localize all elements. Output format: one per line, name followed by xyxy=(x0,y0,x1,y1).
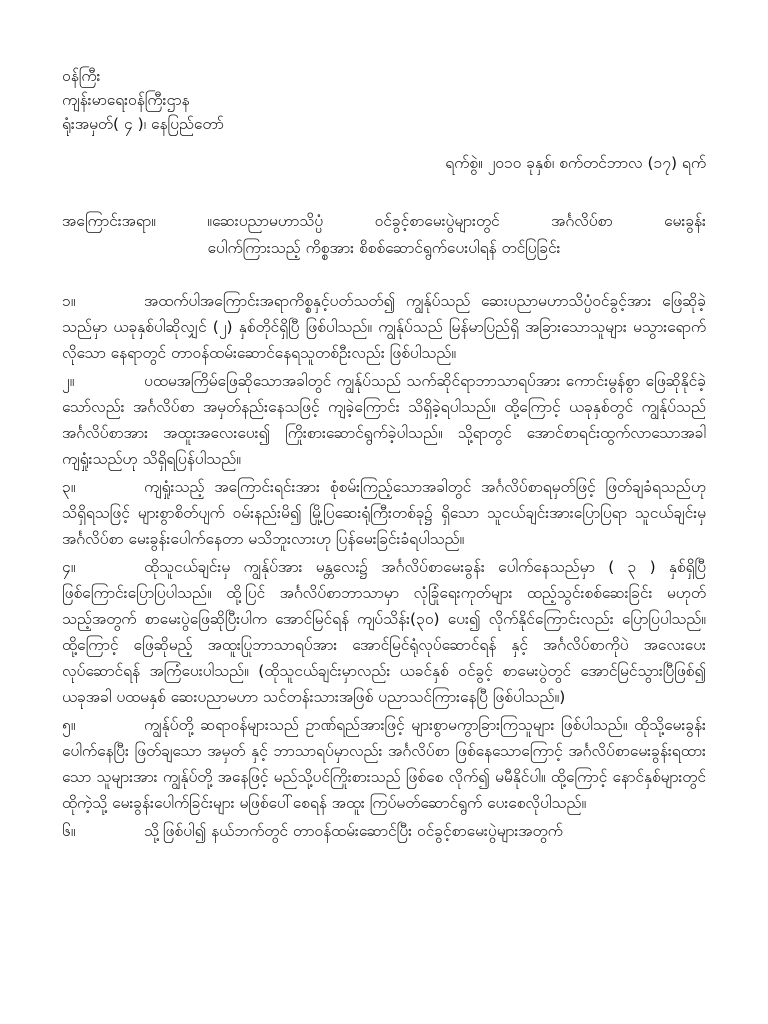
paragraph-text: အထက်ပါအကြောင်းအရာကိစ္စနှင့်ပတ်သတ်၍ ကျွန်ုပ်သည် ဆေးပညာမဟာသိပ္ပံဝင်ခွင့်အား ဖြေဆိုခဲ့သည်မှာ ယခုနှစ်ပါဆိုလျှင် (၂) နှစ်တိုင်ရှိပြီ ဖြစ်ပါသည်။ ကျွန်ုပ်သည် မြန်မာပြည်ရှိ အခြားသောသူများ မသွားရောက်လိုသော နေရာတွင် တာဝန်ထမ်းဆောင်နေရသူတစ်ဦးလည်း ဖြစ်ပါသည်။ xyxy=(62,292,706,362)
letter-date: ရက်စွဲ။ ၂၀၁၀ ခုနှစ်၊ စက်တင်ဘာလ (၁၇) ရက် xyxy=(445,154,706,172)
paragraph-text: ကျရှုံးသည့် အကြောင်းရင်းအား စုံစမ်းကြည့်သောအခါတွင် အင်္ဂလိပ်စာရမှတ်ဖြင့် ဖြတ်ချခံရသည်ဟု သိရှိရသဖြင့် များစွာစိတ်ပျက် ဝမ်းနည်းမိ၍ မြို့ပြဆေးရုံကြီးတစ်ခု၌ ရှိသော သူငယ်ချင်းအားပြောပြရာ သူငယ်ချင်းမှ အင်္ဂလိပ်စာ မေးခွန်းပေါက်နေတာ မသိဘူးလားဟု ပြန်မေးခြင်းခံရပါသည်။ xyxy=(62,478,706,548)
address-line-minister: ဝန်ကြီး xyxy=(62,67,101,85)
paragraph-text: သို့ဖြစ်ပါ၍ နယ်ဘက်တွင် တာဝန်ထမ်းဆောင်ပြီး ဝင်ခွင့်စာမေးပွဲများအတွက် xyxy=(144,822,563,840)
subject-line-2: ပေါက်ကြားသည့် ကိစ္စအား စိစစ်ဆောင်ရွက်ပေးပါရန် တင်ပြခြင်း xyxy=(207,239,561,257)
subject-line-1: အကြောင်းအရာ။ ။ဆေးပညာမဟာသိပ္ပံ ဝင်ခွင့်စာမေးပွဲများတွင် အင်္ဂလိပ်စာ မေးခွန်း xyxy=(62,212,706,230)
paragraph-number: ၄။ xyxy=(62,558,76,576)
paragraph-number: ၆။ xyxy=(62,822,76,840)
paragraph-text: ထိုသူငယ်ချင်းမှ ကျွန်ုပ်အား မန္တလေး၌ အင်္ဂလိပ်စာမေးခွန်း ပေါက်နေသည်မှာ ( ၃ ) နှစ်ရှိပြီ ဖြစ်ကြောင်းပြောပြပါသည်။ ထို့ပြင် အင်္ဂလိပ်စာဘာသာမှာ လုံခြုံရေးကုတ်များ ထည့်သွင်းစစ်ဆေးခြင်း မဟုတ်သည့်အတွက် စာမေးပွဲဖြေဆိုပြီးပါက အောင်မြင်ရန် ကျပ်သိန်း(၃၀) ပေး၍ လိုက်နိုင်ကြောင်းလည်း ပြောပြပါသည်။ ထို့ကြောင့် ဖြေဆိုမည့် အထူးပြုဘာသာရပ်အား အောင်မြင်ရုံလုပ်ဆောင်ရန် နှင့် အင်္ဂလိပ်စာကိုပဲ အလေးပေးလုပ်ဆောင်ရန် အကြံပေးပါသည်။ (ထိုသူငယ်ချင်းမှာလည်း ယခင်နှစ် ဝင်ခွင့် စာမေးပွဲတွင် အောင်မြင်သွားပြီဖြစ်၍ ယခုအခါ ပထမနှစ် ဆေးပညာမဟာ သင်တန်းသားအဖြစ် ပညာသင်ကြားနေပြီ ဖြစ်ပါသည်။) xyxy=(62,558,706,706)
address-line-ministry: ကျန်းမာရေးဝန်ကြီးဌာန xyxy=(62,91,190,109)
letter-body xyxy=(62,288,706,846)
recipient-address xyxy=(62,64,224,136)
paragraph-2 xyxy=(62,368,706,472)
paragraph-number: ၁။ xyxy=(62,292,76,310)
paragraph-4 xyxy=(62,554,706,710)
paragraph-1 xyxy=(62,288,706,366)
paragraph-number: ၂။ xyxy=(62,372,75,390)
paragraph-6 xyxy=(62,818,706,844)
paragraph-text: ကျွန်ုပ်တို့ ဆရာဝန်များသည် ဥာဏ်ရည်အားဖြင့် များစွာမကွာခြားကြသူများ ဖြစ်ပါသည်။ ထိုသို့မေးခွန်းပေါက်နေပြီး ဖြတ်ချသော အမှတ် နှင့် ဘာသာရပ်မှာလည်း အင်္ဂလိပ်စာ ဖြစ်နေသောကြောင့် အင်္ဂလိပ်စာမေးခွန်းရထားသော သူများအား ကျွန်ုပ်တို့ အနေဖြင့် မည်သို့ပင်ကြိုးစားသည် ဖြစ်စေ လိုက်၍ မမီနိုင်ပါ။ ထို့ကြောင့် နောင်နှစ်များတွင် ထိုကဲ့သို့ မေးခွန်းပေါက်ခြင်းများ မဖြစ်ပေါ်စေရန် အထူး ကြပ်မတ်ဆောင်ရွက် ပေးစေလိုပါသည်။ xyxy=(62,716,706,812)
paragraph-3 xyxy=(62,474,706,552)
paragraph-5 xyxy=(62,712,706,816)
paragraph-text: ပထမအကြိမ်ဖြေဆိုသောအခါတွင် ကျွန်ုပ်သည် သက်ဆိုင်ရာဘာသာရပ်အား ကောင်းမွန်စွာ ဖြေဆိုနိုင်ခဲ့သော်လည်း အင်္ဂလိပ်စာ အမှတ်နည်းနေသဖြင့် ကျခဲ့ကြောင်း သိရှိခဲ့ရပါသည်။ ထို့ကြောင့် ယခုနှစ်တွင် ကျွန်ုပ်သည် အင်္ဂလိပ်စာအား အထူးအလေးပေး၍ ကြိုးစားဆောင်ရွက်ခဲ့ပါသည်။ သို့ရာတွင် အောင်စာရင်းထွက်လာသောအခါ ကျရှုံးသည်ဟု သိရှိရပြန်ပါသည်။ xyxy=(62,372,706,468)
paragraph-number: ၃။ xyxy=(62,478,76,496)
letter-subject xyxy=(62,208,706,262)
paragraph-number: ၅။ xyxy=(62,716,76,734)
address-line-office: ရုံးအမှတ်( ၄ )၊ နေပြည်တော် xyxy=(62,115,224,133)
